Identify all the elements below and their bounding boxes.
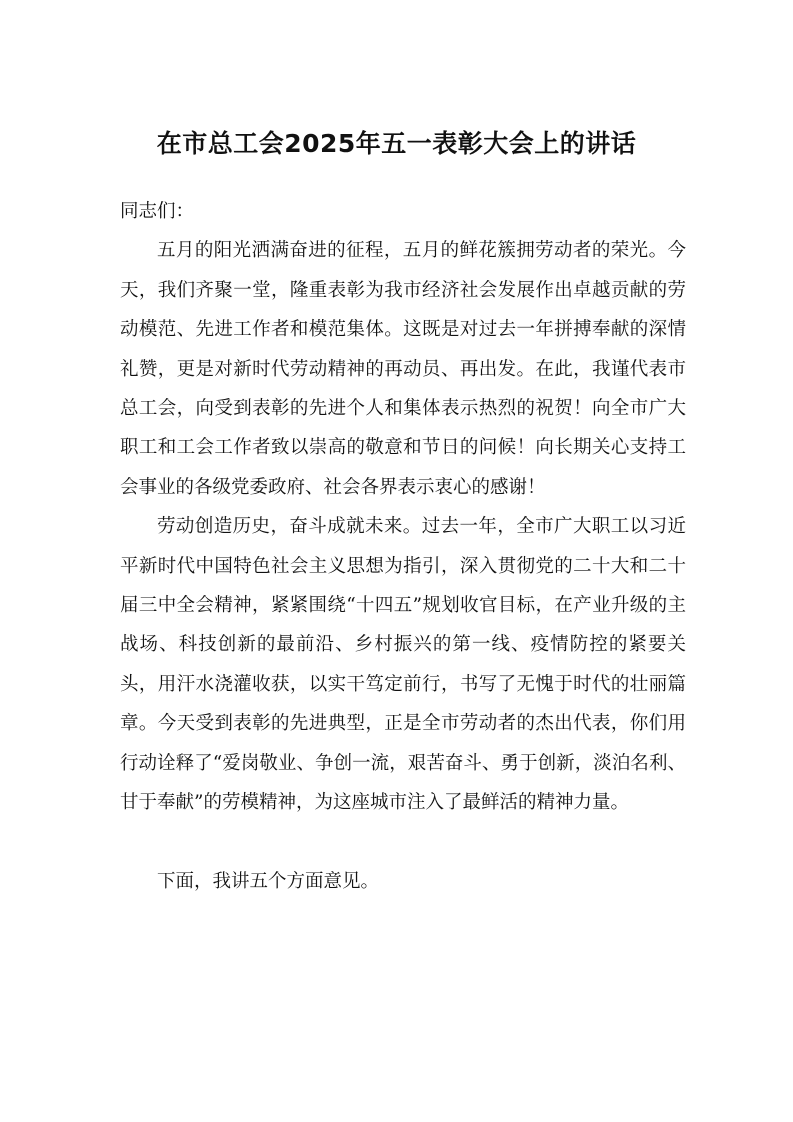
paragraph-opening: 五月的阳光洒满奋进的征程，五月的鲜花簇拥劳动者的荣光。今天，我们齐聚一堂，隆重表彰为我市经济社会发展作出卓越贡献的劳动模范、先进工作者和模范集体。这既是对过去一年拼搏奉献的深情礼赞，更是对新时代劳动精神的再动员、再出发。在此，我谨代表市总工会，向受到表彰的先进个人和集体表示热烈的祝贺！向全市广大职工和工会工作者致以崇高的敬意和节日的问候！向长期关心支持工会事业的各级党委政府、社会各界表示衷心的感谢！ — [120, 240, 686, 498]
paragraph-achievements: 劳动创造历史，奋斗成就未来。过去一年，全市广大职工以习近平新时代中国特色社会主义思想为指引，深入贯彻党的二十大和二十届三中全会精神，紧紧围绕“十四五”规划收官目标，在产业升级的主战场、科技创新的最前沿、乡村振兴的第一线、疫情防控的紧要关头，用汗水浇灌收获，以实干笃定前行，书写了无愧于时代的壮丽篇章。今天受到表彰的先进典型，正是全市劳动者的杰出代表，你们用行动诠释了“爱岗敬业、争创一流，艰苦奋斗、勇于创新，淡泊名利、甘于奉献”的劳模精神，为这座城市注入了最鲜活的精神力量。 — [120, 516, 686, 814]
paragraph-spacer — [120, 823, 686, 862]
paragraph-closing: 下面，我讲五个方面意见。 — [157, 870, 380, 892]
salutation: 同志们： — [120, 201, 195, 222]
document-body — [120, 192, 686, 901]
document-title: 在市总工会2025年五一表彰大会上的讲话 — [156, 129, 637, 158]
